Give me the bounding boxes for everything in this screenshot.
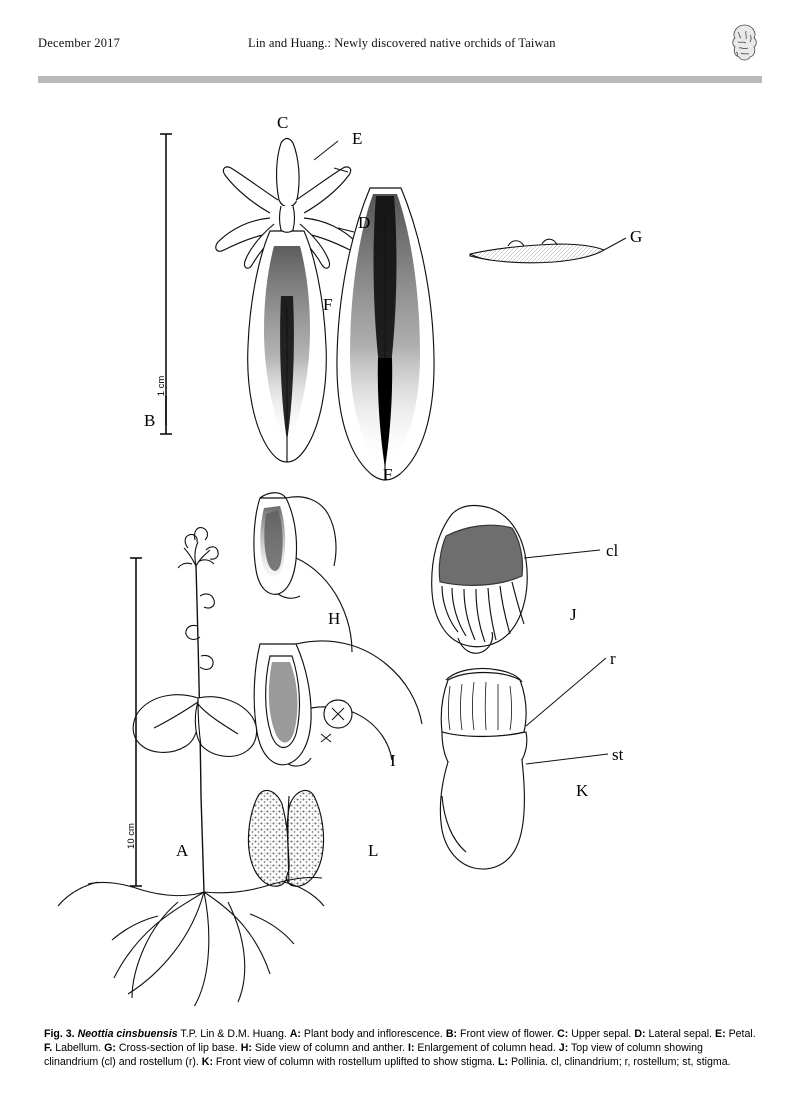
panel-label-c: C [277, 113, 289, 132]
scale-label-10cm: 10 cm [126, 823, 137, 849]
panel-g-cross-section [470, 239, 604, 263]
panel-j-column-top [432, 506, 528, 654]
panel-label-g: G [630, 227, 643, 246]
panel-label-e: E [352, 129, 363, 148]
caption-key-g: G [104, 1041, 113, 1054]
running-head [38, 36, 762, 58]
caption-key-l: L [497, 1055, 505, 1068]
caption-species: Neottia cinsbuensis [77, 1028, 178, 1040]
panel-label-f2: F [383, 465, 393, 484]
caption-text-d: Lateral sepal. [648, 1028, 713, 1040]
panel-label-k: K [576, 781, 589, 800]
panel-label-b: B [144, 411, 156, 430]
panel-label-l: L [368, 841, 379, 860]
caption-text-h: Side view of column and anther. [254, 1041, 406, 1054]
scale-label-1cm: 1 cm [156, 375, 167, 397]
running-title: Lin and Huang.: Newly discovered native orchids of Taiwan [248, 36, 556, 50]
issue-date: December 2017 [38, 36, 121, 50]
panel-h-column-side [254, 493, 352, 652]
part-label-st: st [612, 745, 624, 764]
caption-text-a: Plant body and inflorescence. [303, 1028, 443, 1040]
caption-key-b: B [445, 1028, 454, 1040]
panel-a-plant [58, 528, 324, 1006]
part-label-r: r [610, 649, 616, 668]
caption-key-e: E [715, 1028, 723, 1040]
caption-text-j: Top view of column showing clinandrium (cl) and rostellum (r). [44, 1041, 703, 1068]
caption-abbreviations: cl, clinandrium; r, rostellum; st, stigma. [551, 1055, 731, 1068]
caption-key-j: J [558, 1041, 565, 1054]
panel-label-d: D [358, 213, 371, 232]
panel-label-j: J [570, 605, 577, 624]
caption-text-e: Petal. [728, 1028, 756, 1040]
caption-text-i: Enlargement of column head. [417, 1041, 556, 1054]
panel-label-f1: F [323, 295, 333, 314]
panel-l-pollinia [248, 790, 323, 886]
figure-caption: Fig. 3. Neottia cinsbuensis T.P. Lin & D.M. Huang. A: Plant body and inflorescence. B: Front view of flower. C: Upper sepal. D: Lateral sepal. E: Petal. F. Labellum. G: Cross-section of lip base. H: Side view of column and anther. I: Enlargement of column head. J: Top view of column showing clinandrium (cl) and rostellum (r). K: Front view of column with rostellum uplifted to show stigma. L: Pollinia. cl, clinandrium; r, rostellum; st, stigma. [44, 1028, 756, 1068]
caption-text-f: Labellum. [55, 1041, 102, 1054]
header-divider [38, 76, 762, 83]
caption-key-f: F [44, 1041, 50, 1054]
figure-3 [38, 96, 762, 1006]
caption-text-k: Front view of column with rostellum uplifted to show stigma. [215, 1055, 496, 1068]
caption-key-c: C [557, 1028, 565, 1040]
caption-text-l: Pollinia. [510, 1055, 549, 1068]
caption-key-k: K [201, 1055, 210, 1068]
journal-emblem-icon [726, 22, 762, 66]
panel-label-a: A [176, 841, 189, 860]
caption-key-d: D [634, 1028, 642, 1040]
panel-label-i: I [390, 751, 396, 770]
caption-text-g: Cross-section of lip base. [118, 1041, 238, 1054]
caption-fig-number: Fig. 3. [44, 1028, 75, 1040]
part-label-cl: cl [606, 541, 619, 560]
panel-k-column-front [440, 668, 526, 869]
panel-i-column-head [254, 641, 422, 766]
caption-key-a: A [289, 1028, 298, 1040]
caption-text-c: Upper sepal. [571, 1028, 632, 1040]
caption-text-b: Front view of flower. [459, 1028, 555, 1040]
caption-key-h: H [240, 1041, 249, 1054]
caption-authority: T.P. Lin & D.M. Huang. [180, 1028, 287, 1040]
panel-b-flower [216, 139, 358, 463]
panel-label-h: H [328, 609, 341, 628]
caption-key-i: I [407, 1041, 411, 1054]
